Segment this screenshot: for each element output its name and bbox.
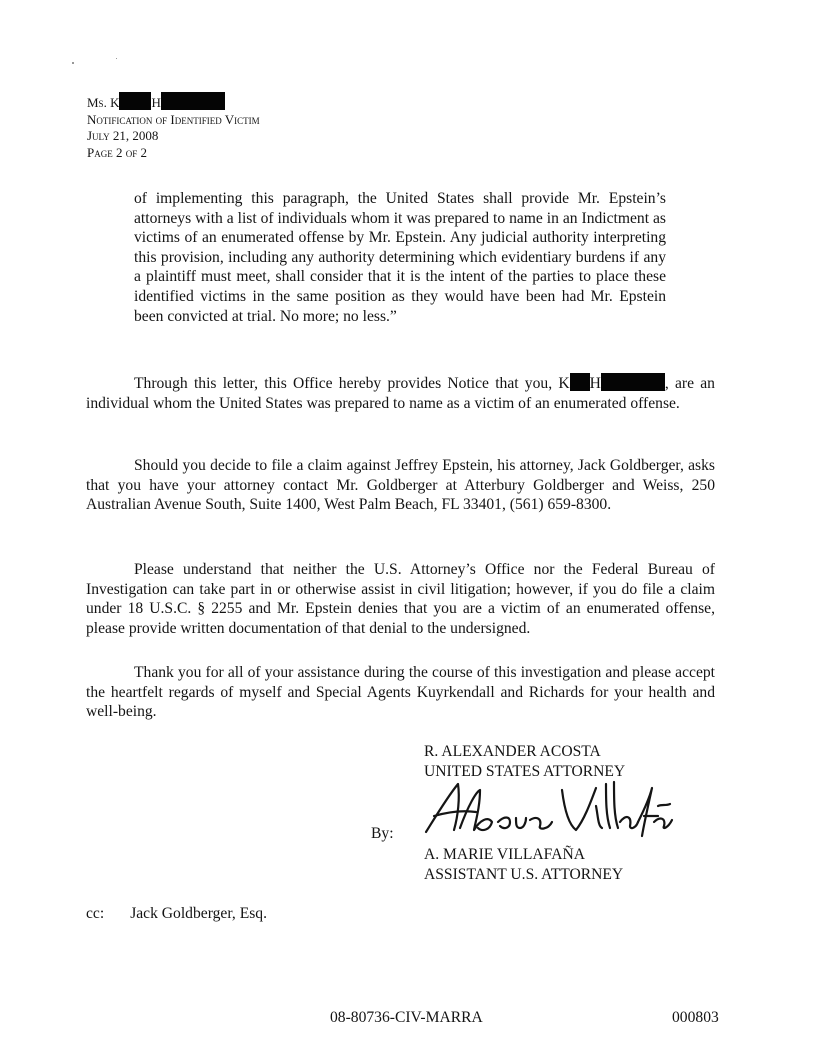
- redaction-bar: [161, 92, 225, 110]
- us-attorney-name: R. ALEXANDER ACOSTA: [424, 743, 601, 760]
- understand-paragraph: Please understand that neither the U.S. Attorney’s Office nor the Federal Bureau of Investigation can take part in or otherwise assist in civil litigation; however, if you do file a claim under 18 U.S.C. § 2255 and Mr. Epstein denies that you are a victim of an enumerated offense, please provide written documentation of that denial to the undersigned.: [86, 561, 715, 637]
- redaction-bar: [601, 373, 665, 391]
- page-indicator: Page 2 of 2: [87, 144, 147, 160]
- us-attorney-title: UNITED STATES ATTORNEY: [424, 763, 626, 780]
- redaction-bar: [119, 92, 151, 110]
- redaction-bar: [570, 373, 590, 391]
- recipient-initial: H: [151, 95, 161, 110]
- scan-speck: [116, 58, 117, 59]
- case-number: 08-80736-CIV-MARRA: [330, 1009, 483, 1026]
- thanks-paragraph: Thank you for all of your assistance during the course of this investigation and please accept the heartfelt regards of myself and Special Agents Kuyrkendall and Richards for your health and well-being.: [86, 664, 715, 721]
- handwritten-signature: [418, 776, 678, 842]
- date-line: July 21, 2008: [87, 128, 159, 144]
- notice-text-end: , are an individual whom the United States was prepared to name as a victim of an enumerated offense.: [86, 375, 715, 412]
- notice-initial: H: [589, 375, 601, 392]
- notice-text-start: Through this letter, this Office hereby provides Notice that you, K: [134, 375, 570, 392]
- recipient-salutation: Ms. K: [87, 95, 120, 110]
- cc-line: [86, 905, 267, 923]
- scan-speck: [72, 62, 74, 64]
- cc-recipient: Jack Goldberger, Esq.: [130, 905, 267, 922]
- recipient-line: [87, 92, 260, 112]
- signer-name: A. MARIE VILLAFAÑA: [424, 846, 585, 863]
- by-label: By:: [371, 825, 394, 842]
- cc-label: cc:: [86, 905, 105, 922]
- bates-number: 000803: [672, 1009, 719, 1026]
- signer-title: ASSISTANT U.S. ATTORNEY: [424, 866, 624, 883]
- quoted-agreement-paragraph: of implementing this paragraph, the United States shall provide Mr. Epstein’s attorneys with a list of individuals whom it was prepared to name in an Indictment as victims of an enumerated offense by Mr. Epstein. Any judicial authority interpreting this provision, including any authority determining which evidentiary burdens if any a plaintiff must meet, shall consider that it is the intent of the parties to place these identified victims in the same position as they would have been had Mr. Epstein been convicted at trial. No more; no less.”: [134, 190, 666, 325]
- notice-paragraph: [86, 373, 715, 413]
- letter-header: [87, 92, 260, 161]
- subject-line: Notification of Identified Victim: [87, 111, 260, 127]
- claim-paragraph: Should you decide to file a claim against Jeffrey Epstein, his attorney, Jack Goldberger, asks that you have your attorney contact Mr. Goldberger at Atterbury Goldberger and Weiss, 250 Australian Avenue South, Suite 1400, West Palm Beach, FL 33401, (561) 659-8300.: [86, 457, 715, 514]
